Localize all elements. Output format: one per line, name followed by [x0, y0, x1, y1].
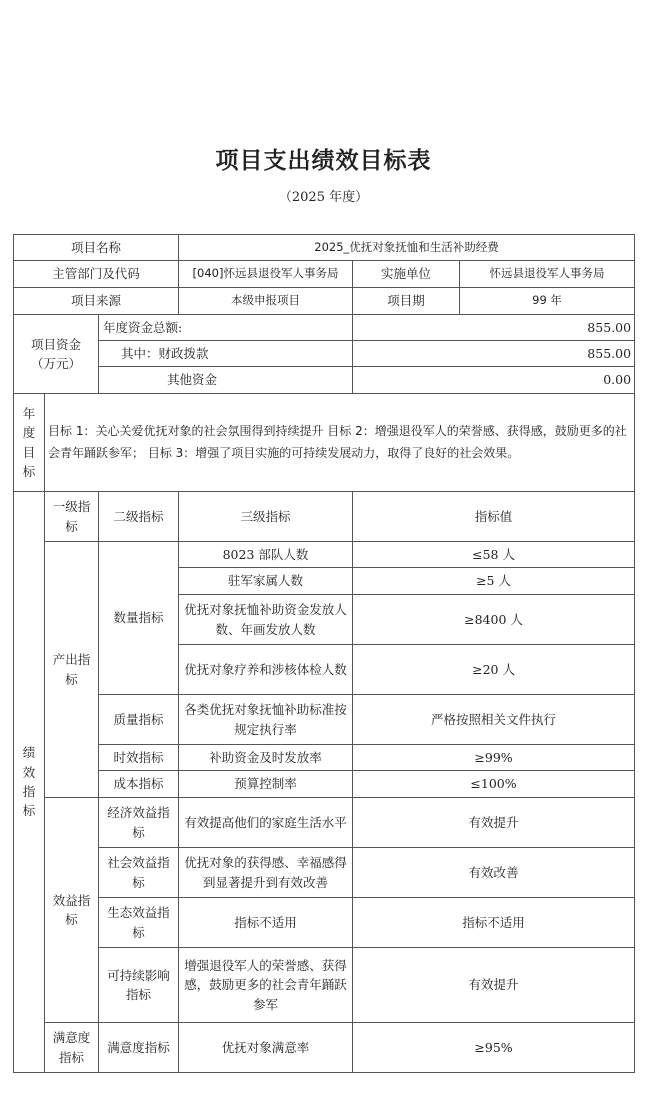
indicator-value: ≥99%: [353, 745, 635, 771]
project-source-label: 项目来源: [14, 288, 179, 315]
side-label-char: 指: [22, 784, 36, 799]
fiscal-year: （2025 年度）: [278, 190, 369, 205]
annual-goals-label: [14, 394, 45, 492]
indicator-value: 有效改善: [353, 848, 635, 898]
indicator-name: 驻军家属人数: [179, 568, 353, 595]
indicator-row: [14, 948, 635, 1023]
col-level1-header: 一级指标: [45, 492, 99, 542]
indicator-name: 增强退役军人的荣誉感、获得感，鼓励更多的社会青年踊跃参军: [179, 948, 353, 1023]
annual-goals-row: [14, 394, 635, 492]
indicator-row: [14, 695, 635, 745]
performance-indicators-label: [14, 492, 45, 1073]
indicator-row: [14, 771, 635, 798]
indicator-name: 优抚对象抚恤补助资金发放人数、年画发放人数: [179, 595, 353, 645]
col-level3-header: 三级指标: [179, 492, 353, 542]
indicator-value: ≥5 人: [353, 568, 635, 595]
benefit-indicators-label: 效益指标: [45, 798, 99, 1023]
indicator-value: 有效提升: [353, 948, 635, 1023]
project-name-value: 2025_优抚对象抚恤和生活补助经费: [179, 235, 635, 261]
indicator-row: [14, 848, 635, 898]
funds-other-label: 其他资金: [99, 367, 353, 394]
indicator-name: 补助资金及时发放率: [179, 745, 353, 771]
funds-fiscal-label: 其中：财政拨款: [99, 341, 353, 367]
department-row: [14, 261, 635, 288]
indicator-row: [14, 1023, 635, 1073]
quantity-indicators-label: 数量指标: [99, 542, 179, 695]
side-label-char: 效: [22, 764, 36, 780]
project-name-label: 项目名称: [14, 235, 179, 261]
col-value-header: 指标值: [353, 492, 635, 542]
funds-other-row: [14, 367, 635, 394]
cost-indicators-label: 成本指标: [99, 771, 179, 798]
goals-label-char: 年: [22, 405, 36, 421]
indicator-value: 有效提升: [353, 798, 635, 848]
performance-table: [13, 234, 635, 1073]
funds-total-label: 年度资金总额:: [99, 315, 353, 341]
funds-other-value: 0.00: [353, 367, 635, 394]
indicator-value: ≥95%: [353, 1023, 635, 1073]
economic-benefit-label: 经济效益指标: [99, 798, 179, 848]
indicator-value: 指标不适用: [353, 898, 635, 948]
indicator-row: [14, 745, 635, 771]
side-label-char: 标: [22, 803, 36, 819]
satisfaction-level2-label: 满意度指标: [99, 1023, 179, 1073]
indicator-value: ≥8400 人: [353, 595, 635, 645]
project-name-row: [14, 235, 635, 261]
annual-goals-text: 目标 1：关心关爱优抚对象的社会氛围得到持续提升 目标 2：增强退役军人的荣誉感、获得感，鼓励更多的社会青年踊跃参军； 目标 3：增强了项目实施的可持续发展动力，取得了良好的社会效果。: [45, 394, 635, 492]
funds-label: [14, 315, 99, 394]
quality-indicators-label: 质量指标: [99, 695, 179, 745]
indicator-name: 有效提高他们的家庭生活水平: [179, 798, 353, 848]
funds-label-line1: 项目资金: [30, 336, 81, 352]
page-title: 项目支出绩效目标表: [215, 148, 432, 174]
sustainable-impact-label: 可持续影响指标: [99, 948, 179, 1023]
indicator-row: [14, 798, 635, 848]
indicator-name: 各类优抚对象抚恤补助标准按规定执行率: [179, 695, 353, 745]
indicator-name: 指标不适用: [179, 898, 353, 948]
indicator-row: [14, 542, 635, 568]
funds-label-line2: （万元）: [30, 356, 81, 371]
indicator-row: [14, 898, 635, 948]
funds-fiscal-value: 855.00: [353, 341, 635, 367]
project-source-value: 本级申报项目: [179, 288, 353, 315]
project-period-label: 项目期: [353, 288, 460, 315]
indicator-name: 8023 部队人数: [179, 542, 353, 568]
indicator-name: 优抚对象疗养和涉核体检人数: [179, 645, 353, 695]
department-value: [040]怀远县退役军人事务局: [179, 261, 353, 288]
goals-label-char: 目: [22, 444, 36, 460]
project-period-value: 99 年: [460, 288, 635, 315]
indicator-header-row: [14, 492, 635, 542]
satisfaction-level1-label: 满意度指标: [45, 1023, 99, 1073]
col-level2-header: 二级指标: [99, 492, 179, 542]
funds-total-value: 855.00: [353, 315, 635, 341]
social-benefit-label: 社会效益指标: [99, 848, 179, 898]
timeliness-indicators-label: 时效指标: [99, 745, 179, 771]
indicator-value: ≤58 人: [353, 542, 635, 568]
indicator-name: 预算控制率: [179, 771, 353, 798]
goals-label-char: 标: [22, 463, 36, 479]
project-source-row: [14, 288, 635, 315]
implementing-unit-value: 怀远县退役军人事务局: [460, 261, 635, 288]
department-label: 主管部门及代码: [14, 261, 179, 288]
indicator-value: ≥20 人: [353, 645, 635, 695]
output-indicators-label: 产出指标: [45, 542, 99, 798]
ecological-benefit-label: 生态效益指标: [99, 898, 179, 948]
goals-label-char: 度: [22, 425, 36, 441]
implementing-unit-label: 实施单位: [353, 261, 460, 288]
indicator-name: 优抚对象的获得感、幸福感得到显著提升到有效改善: [179, 848, 353, 898]
indicator-name: 优抚对象满意率: [179, 1023, 353, 1073]
side-label-char: 绩: [22, 745, 36, 761]
indicator-value: 严格按照相关文件执行: [353, 695, 635, 745]
funds-fiscal-row: [14, 341, 635, 367]
funds-total-row: [14, 315, 635, 341]
indicator-value: ≤100%: [353, 771, 635, 798]
